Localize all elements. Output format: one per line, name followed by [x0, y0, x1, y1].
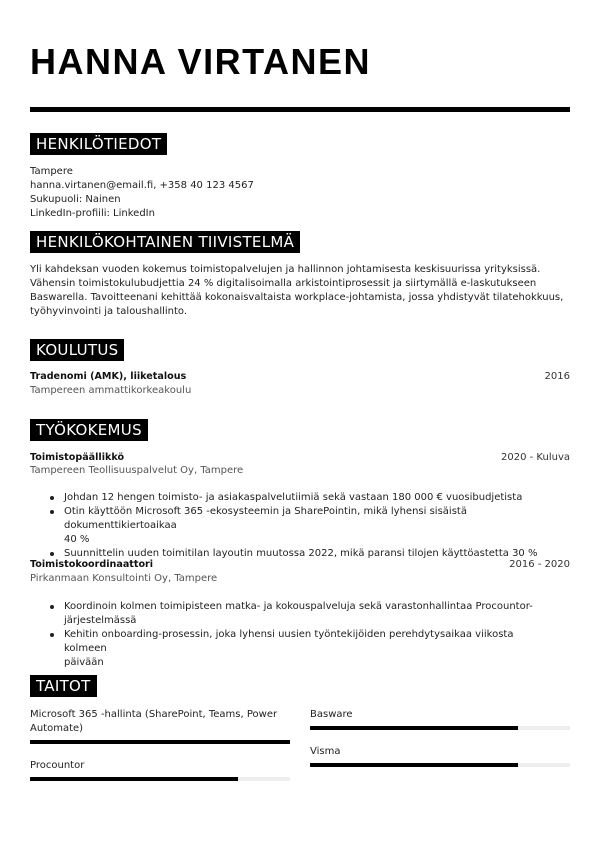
candidate-name: HANNA VIRTANEN	[30, 41, 371, 82]
job-bullet	[50, 491, 555, 505]
job-title: Toimistokoordinaattori	[30, 559, 154, 570]
skill-item	[30, 708, 290, 736]
section-heading-personal: HENKILÖTIEDOT	[30, 133, 167, 155]
skill-item	[310, 745, 570, 759]
bullet-line: Suunnittelin uuden toimitilan layoutin muutossa 2022, mikä paransi tilojen käyttöastetta 30 %	[64, 548, 538, 559]
job-bullet	[50, 628, 555, 670]
job-bullet	[50, 505, 555, 547]
skill-level-bar	[30, 777, 290, 781]
summary-line: Vähensin toimistokulubudjettia 24 % digitalisoimalla arkistointiprosessit ja siirtymällä e-laskutukseen	[30, 278, 537, 289]
bullet-line: Koordinoin kolmen toimipisteen matka- ja kokouspalveluja sekä varastonhallintaa Procountor-	[64, 601, 533, 612]
summary-line: työhyvinvointi ja taloushallinto.	[30, 306, 188, 317]
job-dates: 2016 - 2020	[509, 559, 570, 570]
summary-line: Yli kahdeksan vuoden kokemus toimistopalvelujen ja hallinnon johtamisesta keskisuurissa yrityksissä.	[30, 264, 541, 275]
bullet-line: Johdan 12 hengen toimisto- ja asiakaspalvelutiimiä sekä vastaan 180 000 € vuosibudjetista	[64, 492, 523, 503]
skill-item	[310, 708, 570, 722]
summary-text	[30, 263, 570, 319]
section-heading-education: KOULUTUS	[30, 339, 124, 361]
personal-linkedin: LinkedIn-profiili: LinkedIn	[30, 208, 155, 219]
job-bullets	[50, 600, 555, 670]
bullet-line: Otin käyttöön Microsoft 365 -ekosysteemin ja SharePointin, mikä lyhensi sisäistä dokumenttikiertoaikaa	[64, 506, 467, 531]
education-degree: Tradenomi (AMK), liiketalous	[30, 371, 187, 382]
skill-name: Visma	[310, 746, 341, 757]
skill-level-fill	[310, 763, 518, 767]
bullet-line: päivään	[64, 657, 104, 668]
skill-name: Automate)	[30, 723, 84, 734]
bullet-line: Kehitin onboarding-prosessin, joka lyhensi uusien työntekijöiden perehdytysaikaa viikosta kolmeen	[64, 629, 514, 654]
job-company: Tampereen Teollisuuspalvelut Oy, Tampere	[30, 465, 244, 476]
job-title: Toimistopäällikkö	[30, 452, 125, 463]
education-row	[30, 370, 570, 384]
skill-level-bar	[310, 763, 570, 767]
job-bullets	[50, 491, 555, 561]
education-year: 2016	[544, 371, 570, 382]
skill-name: Microsoft 365 -hallinta (SharePoint, Teams, Power	[30, 709, 278, 720]
personal-city: Tampere	[30, 166, 73, 177]
bullet-line: 40 %	[64, 534, 90, 545]
header-divider	[30, 107, 570, 112]
skill-name: Basware	[310, 709, 353, 720]
skill-level-fill	[30, 777, 238, 781]
skill-level-fill	[30, 740, 290, 744]
skill-item	[30, 759, 290, 773]
job-dates: 2020 - Kuluva	[501, 452, 570, 463]
skill-level-bar	[310, 726, 570, 730]
job-row	[30, 558, 570, 572]
skill-level-fill	[310, 726, 518, 730]
bullet-line: järjestelmässä	[64, 615, 137, 626]
skill-name: Procountor	[30, 760, 85, 771]
section-heading-summary: HENKILÖKOHTAINEN TIIVISTELMÄ	[30, 231, 300, 253]
education-school: Tampereen ammattikorkeakoulu	[30, 385, 192, 396]
section-heading-skills: TAITOT	[30, 675, 97, 697]
job-company: Pirkanmaan Konsultointi Oy, Tampere	[30, 573, 218, 584]
personal-gender: Sukupuoli: Nainen	[30, 194, 121, 205]
job-bullet	[50, 600, 555, 628]
section-heading-experience: TYÖKOKEMUS	[30, 419, 148, 441]
summary-line: Baswarella. Tavoitteenani kehittää kokonaisvaltaista workplace-johtamista, jossa yhdistyvät tilatehokkuus,	[30, 292, 564, 303]
skill-level-bar	[30, 740, 290, 744]
personal-contact: hanna.virtanen@email.fi, +358 40 123 4567	[30, 180, 254, 191]
job-row	[30, 451, 570, 465]
